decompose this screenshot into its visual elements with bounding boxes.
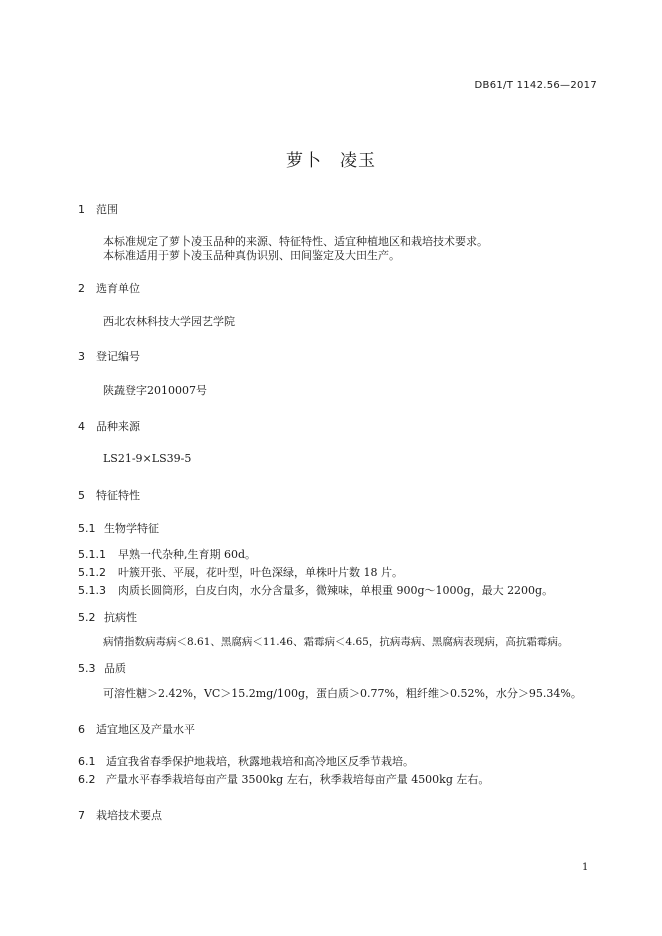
clause-5-1-2 (78, 564, 403, 580)
page-number: 1 (582, 862, 589, 873)
section-2-heading (78, 280, 140, 296)
section-title: 特征特性 (96, 489, 140, 502)
clause-text: 肉质长圆筒形，白皮白肉，水分含量多，微辣味，单根重 900g～1000g，最大 2200g。 (118, 584, 554, 597)
clause-6-1 (78, 753, 414, 769)
clause-number: 6.2 (78, 773, 96, 786)
clause-number: 5.1.2 (78, 566, 106, 579)
clause-5-1-1 (78, 546, 256, 562)
clause-number: 6.1 (78, 755, 96, 768)
section-number: 4 (78, 420, 85, 433)
section-title: 选育单位 (96, 282, 140, 295)
section-number: 5.2 (78, 611, 96, 624)
section-title: 栽培技术要点 (96, 809, 162, 822)
section-title: 品种来源 (96, 420, 140, 433)
clause-6-2 (78, 771, 489, 787)
clause-number: 5.1.3 (78, 584, 106, 597)
section-3-paragraph: 陕蔬登字2010007号 (103, 384, 207, 397)
section-number: 3 (78, 350, 85, 363)
section-4-heading (78, 418, 140, 434)
clause-text: 叶簇开张、平展，花叶型，叶色深绿，单株叶片数 18 片。 (118, 566, 403, 579)
section-number: 5.3 (78, 662, 96, 675)
section-number: 1 (78, 203, 85, 216)
section-6-heading (78, 721, 195, 737)
section-4-paragraph: LS21-9×LS39-5 (103, 452, 192, 465)
clause-text: 产量水平春季栽培每亩产量 3500kg 左右，秋季栽培每亩产量 4500kg 左右。 (106, 773, 490, 786)
section-title: 范围 (96, 203, 118, 216)
section-5-3-heading (78, 660, 126, 676)
clause-text: 早熟一代杂种,生育期 60d。 (118, 548, 257, 561)
section-number: 7 (78, 809, 85, 822)
section-title: 登记编号 (96, 350, 140, 363)
clause-number: 5.1.1 (78, 548, 106, 561)
section-2-paragraph: 西北农林科技大学园艺学院 (103, 315, 235, 328)
section-5-3-paragraph: 可溶性糖＞2.42%，VC＞15.2mg/100g，蛋白质＞0.77%，粗纤维＞0.52%，水分＞95.34%。 (103, 687, 582, 700)
section-number: 6 (78, 723, 85, 736)
title-part-1: 萝卜 (286, 151, 322, 171)
section-number: 5.1 (78, 522, 96, 535)
section-title: 品质 (104, 662, 126, 675)
clause-text: 适宜我省春季保护地栽培，秋露地栽培和高冷地区反季节栽培。 (106, 755, 414, 768)
section-title: 生物学特征 (104, 522, 159, 535)
section-5-2-heading (78, 609, 137, 625)
section-5-2-paragraph: 病情指数病毒病＜8.61、黑腐病＜11.46、霜霉病＜4.65，抗病毒病、黑腐病表现病，高抗霜霉病。 (103, 636, 569, 648)
section-7-heading (78, 807, 162, 823)
section-5-1-heading (78, 520, 159, 536)
document-title (0, 146, 662, 171)
section-3-heading (78, 348, 140, 364)
section-number: 5 (78, 489, 85, 502)
clause-5-1-3 (78, 582, 553, 598)
title-part-2: 凌玉 (340, 151, 376, 171)
document-code: DB61/T 1142.56—2017 (474, 80, 597, 91)
section-1-heading (78, 201, 118, 217)
section-title: 适宜地区及产量水平 (96, 723, 195, 736)
section-number: 2 (78, 282, 85, 295)
section-1-paragraph-2: 本标准适用于萝卜凌玉品种真伪识别、田间鉴定及大田生产。 (103, 249, 400, 262)
section-5-heading (78, 487, 140, 503)
section-title: 抗病性 (104, 611, 137, 624)
section-1-paragraph-1: 本标准规定了萝卜凌玉品种的来源、特征特性、适宜种植地区和栽培技术要求。 (103, 235, 488, 248)
